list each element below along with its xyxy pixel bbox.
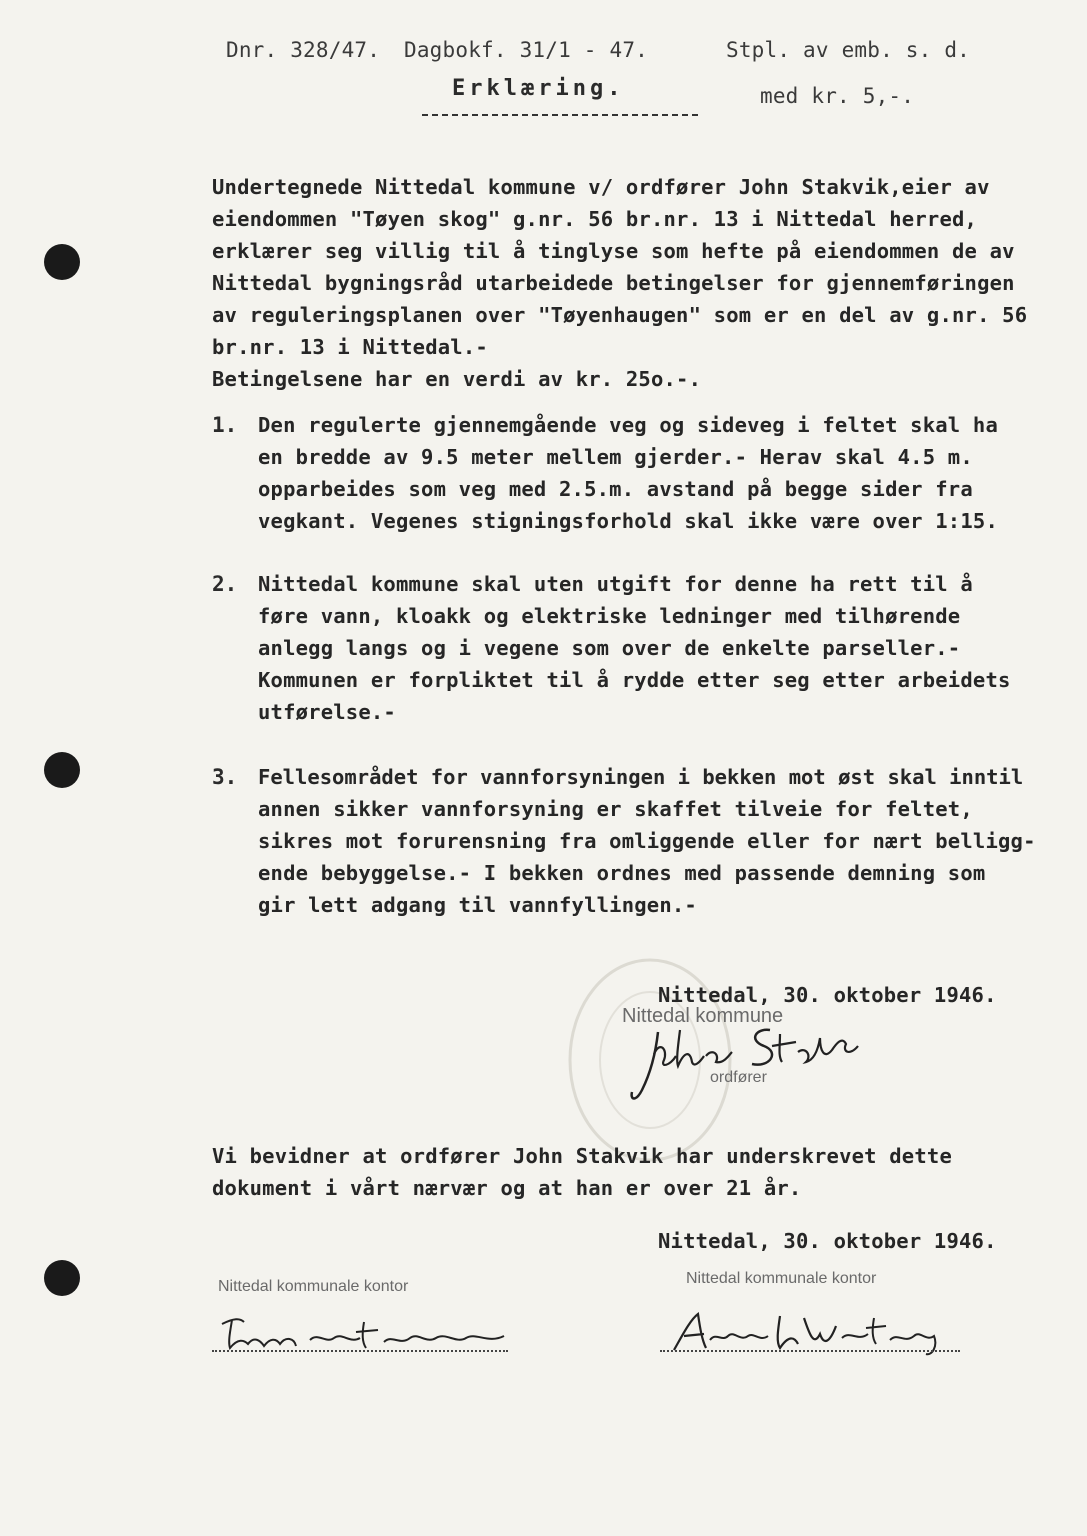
place-date-1: Nittedal, 30. oktober 1946. xyxy=(658,983,997,1007)
witness-line: dokument i vårt nærvær og at han er over 21 år. xyxy=(212,1176,802,1200)
condition-3-line: gir lett adgang til vannfyllingen.- xyxy=(258,893,697,917)
header-stpl: Stpl. av emb. s. d. xyxy=(726,38,971,62)
condition-1-line: en bredde av 9.5 meter mellem gjerder.- Herav skal 4.5 m. xyxy=(258,445,973,469)
intro-line: erklærer seg villig til å tinglyse som hefte på eiendommen de av xyxy=(212,239,1015,263)
condition-3-line: sikres mot forurensning fra omliggende eller for nært belligg- xyxy=(258,829,1036,853)
stamp-office-left: Nittedal kommunale kontor xyxy=(218,1278,409,1295)
punch-hole-bottom xyxy=(44,1260,80,1296)
condition-2-line: Nittedal kommune skal uten utgift for denne ha rett til å xyxy=(258,572,973,596)
condition-2-line: anlegg langs og i vegene som over de enkelte parseller.- xyxy=(258,636,961,660)
condition-3-number: 3. xyxy=(212,765,238,789)
intro-line: av reguleringsplanen over "Tøyenhaugen" som er en del av g.nr. 56 xyxy=(212,303,1028,327)
condition-1-line: Den regulerte gjennemgående veg og sideveg i feltet skal ha xyxy=(258,413,998,437)
intro-line: Nittedal bygningsråd utarbeidede betingelser for gjennemføringen xyxy=(212,271,1015,295)
header-dagbok: Dagbokf. 31/1 - 47. xyxy=(404,38,649,62)
title-underline xyxy=(422,114,698,116)
intro-line: br.nr. 13 i Nittedal.- xyxy=(212,335,488,359)
witness-left-signature-icon xyxy=(214,1310,514,1360)
intro-line: Undertegnede Nittedal kommune v/ ordfører John Stakvik,eier av xyxy=(212,175,990,199)
condition-2-line: utførelse.- xyxy=(258,700,396,724)
punch-hole-middle xyxy=(44,752,80,788)
condition-3-line: ende bebyggelse.- I bekken ordnes med passende demning som xyxy=(258,861,986,885)
stamp-role: ordfører xyxy=(710,1069,767,1086)
header-fee: med kr. 5,-. xyxy=(760,84,915,108)
header-dnr: Dnr. 328/47. xyxy=(226,38,381,62)
condition-3-line: Fellesområdet for vannforsyningen i bekken mot øst skal inntil xyxy=(258,765,1024,789)
value-line: Betingelsene har en verdi av kr. 25o.-. xyxy=(212,367,702,391)
punch-hole-top xyxy=(44,244,80,280)
intro-line: eiendommen "Tøyen skog" g.nr. 56 br.nr. 13 i Nittedal herred, xyxy=(212,207,978,231)
condition-1-line: opparbeides som veg med 2.5.m. avstand på begge sider fra xyxy=(258,477,973,501)
condition-1-line: vegkant. Vegenes stigningsforhold skal ikke være over 1:15. xyxy=(258,509,998,533)
place-date-2: Nittedal, 30. oktober 1946. xyxy=(658,1229,997,1253)
document-title: Erklæring. xyxy=(452,76,625,101)
condition-2-line: føre vann, kloakk og elektriske ledninger med tilhørende xyxy=(258,604,961,628)
mayor-signature-icon xyxy=(620,1010,880,1110)
signature-line-right xyxy=(660,1350,960,1352)
stamp-office-right: Nittedal kommunale kontor xyxy=(686,1270,877,1287)
condition-2-number: 2. xyxy=(212,572,238,596)
signature-line-left xyxy=(212,1350,508,1352)
condition-1-number: 1. xyxy=(212,413,238,437)
witness-line: Vi bevidner at ordfører John Stakvik har underskrevet dette xyxy=(212,1144,952,1168)
stamp-municipality: Nittedal kommune xyxy=(622,1005,784,1027)
condition-2-line: Kommunen er forpliktet til å rydde etter seg etter arbeidets xyxy=(258,668,1011,692)
condition-3-line: annen sikker vannforsyning er skaffet tilveie for feltet, xyxy=(258,797,973,821)
